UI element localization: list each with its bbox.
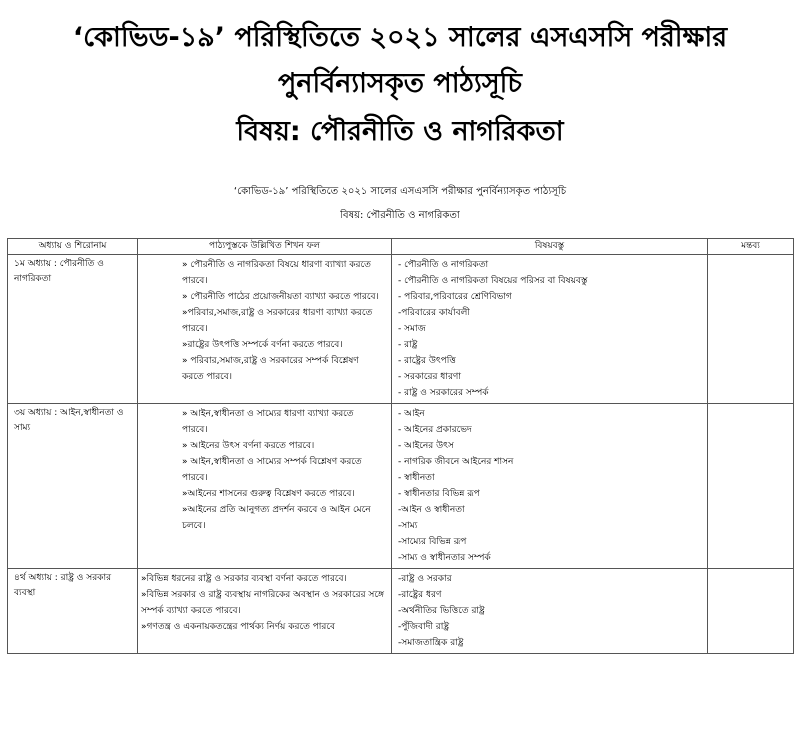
syllabus-table — [7, 238, 794, 654]
outcomes-cell — [138, 255, 392, 404]
contents-cell — [392, 569, 708, 654]
content-item: - স্বাধীনতার বিভিন্ন রূপ — [398, 489, 480, 499]
table-caption-subject: বিষয়: পৌরনীতি ও নাগরিকতা — [340, 210, 460, 221]
content-item: -সমাজতান্ত্রিক রাষ্ট্র — [398, 638, 464, 648]
header-chapter: অধ্যায় ও শিরোনাম — [8, 239, 138, 255]
table-row — [8, 569, 794, 654]
content-item: -সাম্যের বিভিন্ন রূপ — [398, 537, 467, 547]
remarks-cell — [708, 255, 794, 404]
outcome-item: »পরিবার,সমাজ,রাষ্ট্র ও সরকারের ধারণা ব্যাখ্যা করতে পারবে। — [182, 308, 373, 334]
content-item: - আইনের প্রকারভেদ — [398, 425, 472, 435]
contents-cell — [392, 255, 708, 404]
chapter-cell: ৩য় অধ্যায় : আইন,স্বাধীনতা ও সাম্য — [8, 404, 138, 569]
content-item: -পুঁজিবাদী রাষ্ট্র — [398, 622, 450, 632]
content-item: -রাষ্ট্র ও সরকার — [398, 574, 452, 584]
chapter-cell: ৪র্থ অধ্যায় : রাষ্ট্র ও সরকার ব্যবস্থা — [8, 569, 138, 654]
header-learning-outcomes: পাঠ্যপুস্তকে উল্লিখিত শিখন ফল — [138, 239, 392, 255]
outcome-item: »আইনের প্রতি আনুগত্য প্রদর্শন করবে ও আইন মেনে চলবে। — [182, 505, 371, 531]
outcome-item: »রাষ্ট্রের উৎপত্তি সম্পর্কে বর্ণনা করতে পারবে। — [182, 340, 343, 350]
content-item: -সাম্য — [398, 521, 418, 531]
document-title-line-1: ‘কোভিড-১৯’ পরিস্থিতিতে ২০২১ সালের এসএসসি পরীক্ষার — [72, 22, 728, 53]
document-title-line-2: পুনর্বিন্যাসকৃত পাঠ্যসূচি — [278, 68, 522, 99]
header-remarks: মন্তব্য — [708, 239, 794, 255]
remarks-cell — [708, 569, 794, 654]
table-caption-line-1: ‘কোভিড-১৯’ পরিস্থিতিতে ২০২১ সালের এসএসসি পরীক্ষার পুনর্বিন্যাসকৃত পাঠ্যসূচি — [233, 186, 567, 197]
outcome-item: »বিভিন্ন ধরনের রাষ্ট্র ও সরকার ব্যবস্থা বর্ণনা করতে পারবে। — [141, 574, 347, 584]
chapter-cell: ১ম অধ্যায় : পৌরনীতি ও নাগরিকতা — [8, 255, 138, 404]
document-subject-title: বিষয়: পৌরনীতি ও নাগরিকতা — [236, 116, 564, 147]
outcome-item: » আইন,স্বাধীনতা ও সাম্যের সম্পর্ক বিশ্লেষণ করতে পারবে। — [182, 457, 362, 483]
outcomes-cell — [138, 404, 392, 569]
outcome-item: »গণতন্ত্র ও একনায়কতন্ত্রের পার্থক্য নির্ণয় করতে পারবে — [141, 622, 335, 632]
content-item: - পরিবার,পরিবারের শ্রেণিবিভাগ — [398, 292, 512, 302]
content-item: - আইনের উৎস — [398, 441, 454, 451]
content-item: - পৌরনীতি ও নাগরিকতা বিষয়ের পরিসর বা বিষয়বস্তু — [398, 276, 588, 286]
outcome-item: » পৌরনীতি ও নাগরিকতা বিষয়ে ধারণা ব্যাখ্যা করতে পারবে। — [182, 260, 371, 286]
content-item: - রাষ্ট্র ও সরকারের সম্পর্ক — [398, 388, 489, 398]
content-item: - রাষ্ট্র — [398, 340, 418, 350]
content-item: - পৌরনীতি ও নাগরিকতা — [398, 260, 489, 270]
outcome-item: »আইনের শাসনের গুরুত্ব বিশ্লেষণ করতে পারবে। — [182, 489, 355, 499]
header-contents: বিষয়বস্তু — [392, 239, 708, 255]
table-row — [8, 404, 794, 569]
table-row — [8, 255, 794, 404]
content-item: -পরিবারের কার্যাবলী — [398, 308, 470, 318]
outcome-item: »বিভিন্ন সরকার ও রাষ্ট্র ব্যবস্থায় নাগরিকের অবস্থান ও সরকারের সঙ্গে সম্পর্ক ব্যাখ্যা করতে পারবে। — [141, 590, 384, 616]
outcome-item: » আইন,স্বাধীনতা ও সাম্যের ধারণা ব্যাখ্যা করতে পারবে। — [182, 409, 354, 435]
outcome-item: » পৌরনীতি পাঠের প্রয়োজনীয়তা ব্যাখ্যা করতে পারবে। — [182, 292, 379, 302]
content-item: - নাগরিক জীবনে আইনের শাসন — [398, 457, 514, 467]
content-item: -অর্থনীতির ভিত্তিতে রাষ্ট্র — [398, 606, 485, 616]
outcome-item: » আইনের উৎস বর্ণনা করতে পারবে। — [182, 441, 315, 451]
outcomes-cell — [138, 569, 392, 654]
content-item: - স্বাধীনতা — [398, 473, 435, 483]
content-item: -আইন ও স্বাধীনতা — [398, 505, 465, 515]
content-item: -রাষ্ট্রের ধরণ — [398, 590, 442, 600]
table-header-row — [8, 239, 794, 255]
content-item: - সমাজ — [398, 324, 426, 334]
outcome-item: » পরিবার,সমাজ,রাষ্ট্র ও সরকারের সম্পর্ক বিশ্লেষণ করতে পারবে। — [182, 356, 359, 382]
content-item: - আইন — [398, 409, 425, 419]
content-item: -সাম্য ও স্বাধীনতার সম্পর্ক — [398, 553, 491, 563]
remarks-cell — [708, 404, 794, 569]
content-item: - রাষ্ট্রের উৎপত্তি — [398, 356, 456, 366]
contents-cell — [392, 404, 708, 569]
content-item: - সরকারের ধারণা — [398, 372, 461, 382]
